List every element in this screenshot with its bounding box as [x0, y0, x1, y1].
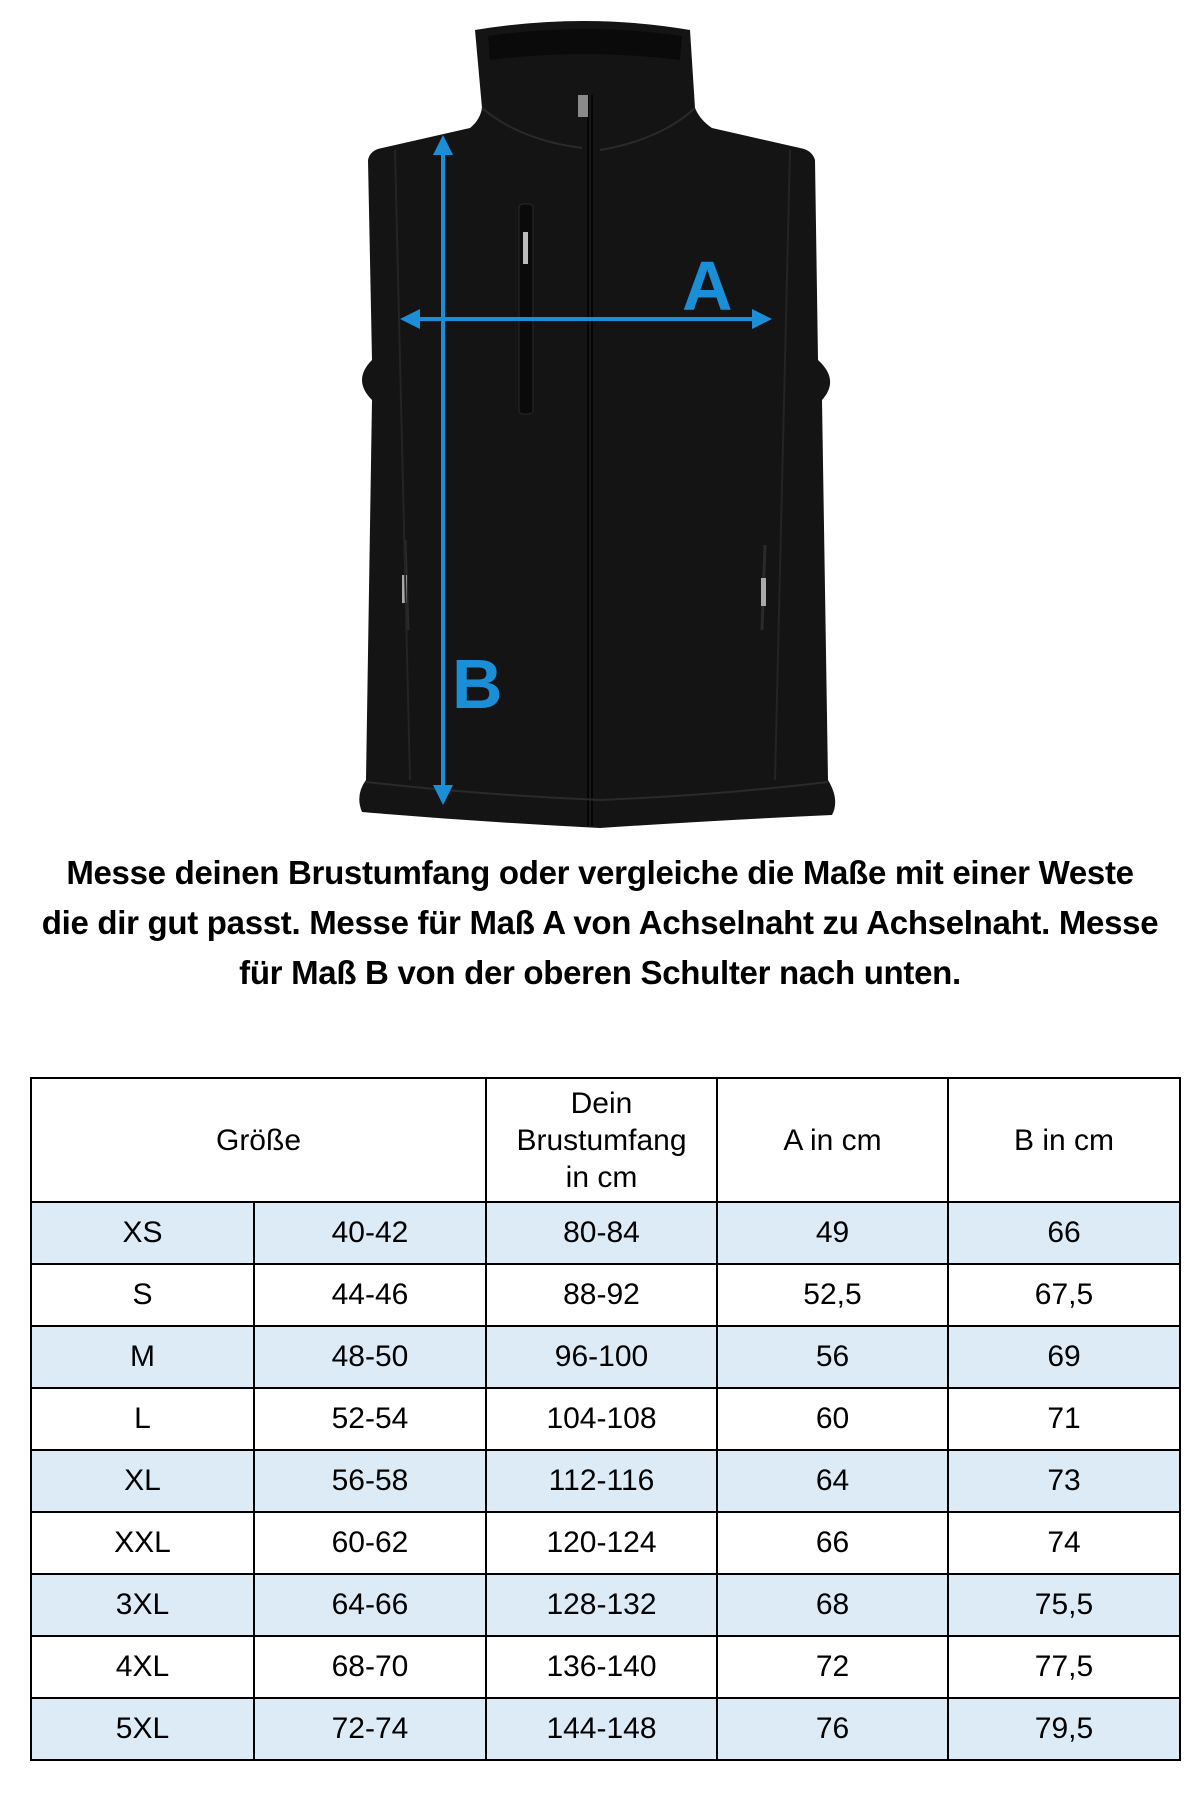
table-row — [31, 1326, 1180, 1388]
cell-a: 68 — [717, 1574, 948, 1636]
measurement-instructions: Messe deinen Brustumfang oder vergleiche die Maße mit einer Weste die dir gut passt. Messe für Maß A von Achselnaht zu Achselnaht. Messe für Maß B von der oberen Schulter nach unten. — [41, 854, 1159, 991]
cell-a: 66 — [717, 1512, 948, 1574]
cell-chest: 136-140 — [486, 1636, 717, 1698]
cell-size: L — [31, 1388, 254, 1450]
cell-b: 67,5 — [948, 1264, 1180, 1326]
label-a: A — [682, 247, 733, 325]
label-b: B — [452, 645, 503, 723]
cell-size: 4XL — [31, 1636, 254, 1698]
cell-b: 73 — [948, 1450, 1180, 1512]
cell-a: 64 — [717, 1450, 948, 1512]
cell-size: 5XL — [31, 1698, 254, 1760]
table-row — [31, 1574, 1180, 1636]
table-row — [31, 1264, 1180, 1326]
vest-icon — [359, 21, 835, 828]
cell-b: 69 — [948, 1326, 1180, 1388]
header-chest — [486, 1078, 717, 1202]
cell-chest: 104-108 — [486, 1388, 717, 1450]
cell-eu-size: 40-42 — [254, 1202, 486, 1264]
header-chest-line3: in cm — [565, 1160, 638, 1194]
cell-a: 56 — [717, 1326, 948, 1388]
cell-chest: 88-92 — [486, 1264, 717, 1326]
cell-chest: 144-148 — [486, 1698, 717, 1760]
cell-eu-size: 60-62 — [254, 1512, 486, 1574]
cell-b: 71 — [948, 1388, 1180, 1450]
cell-chest: 120-124 — [486, 1512, 717, 1574]
cell-b: 77,5 — [948, 1636, 1180, 1698]
table-row — [31, 1202, 1180, 1264]
cell-size: XS — [31, 1202, 254, 1264]
table-row — [31, 1698, 1180, 1760]
cell-chest: 128-132 — [486, 1574, 717, 1636]
cell-size: 3XL — [31, 1574, 254, 1636]
cell-eu-size: 56-58 — [254, 1450, 486, 1512]
header-chest-line1: Dein — [570, 1086, 633, 1120]
cell-a: 72 — [717, 1636, 948, 1698]
cell-eu-size: 48-50 — [254, 1326, 486, 1388]
table-row — [31, 1512, 1180, 1574]
table-row — [31, 1636, 1180, 1698]
cell-size: S — [31, 1264, 254, 1326]
cell-size: M — [31, 1326, 254, 1388]
cell-size: XXL — [31, 1512, 254, 1574]
vest-measurement-illustration — [0, 0, 1200, 850]
cell-b: 79,5 — [948, 1698, 1180, 1760]
cell-chest: 112-116 — [486, 1450, 717, 1512]
cell-chest: 80-84 — [486, 1202, 717, 1264]
table-row — [31, 1388, 1180, 1450]
cell-a: 60 — [717, 1388, 948, 1450]
cell-b: 74 — [948, 1512, 1180, 1574]
cell-eu-size: 68-70 — [254, 1636, 486, 1698]
cell-eu-size: 64-66 — [254, 1574, 486, 1636]
cell-b: 75,5 — [948, 1574, 1180, 1636]
header-b: B in cm — [948, 1078, 1180, 1202]
cell-b: 66 — [948, 1202, 1180, 1264]
cell-a: 76 — [717, 1698, 948, 1760]
header-a: A in cm — [717, 1078, 948, 1202]
cell-eu-size: 52-54 — [254, 1388, 486, 1450]
cell-chest: 96-100 — [486, 1326, 717, 1388]
size-chart-table — [30, 1077, 1181, 1761]
table-header-row — [31, 1078, 1180, 1202]
table-row — [31, 1450, 1180, 1512]
cell-size: XL — [31, 1450, 254, 1512]
vest-image — [0, 0, 1200, 850]
header-size: Größe — [31, 1078, 486, 1202]
cell-eu-size: 72-74 — [254, 1698, 486, 1760]
header-chest-line2: Brustumfang — [516, 1123, 687, 1157]
cell-a: 49 — [717, 1202, 948, 1264]
cell-eu-size: 44-46 — [254, 1264, 486, 1326]
cell-a: 52,5 — [717, 1264, 948, 1326]
